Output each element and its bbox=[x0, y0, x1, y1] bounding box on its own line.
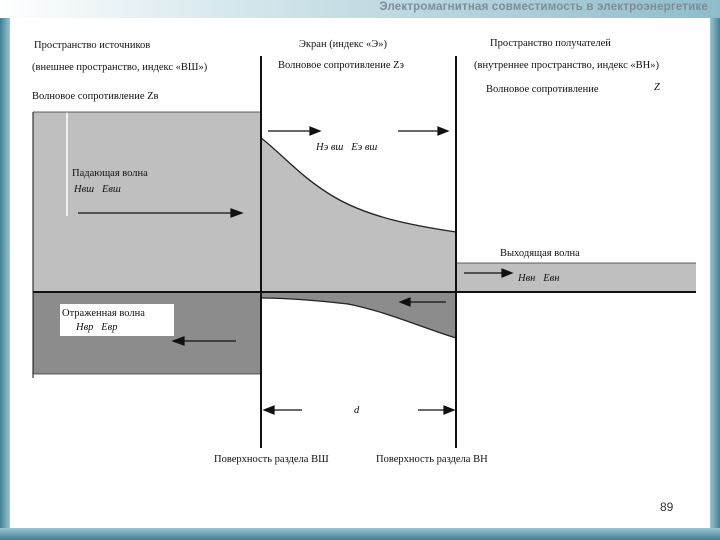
thickness-label: d bbox=[354, 405, 360, 416]
outgoing-wave-region bbox=[456, 263, 696, 292]
zone-title: Экран (индекс «Э») bbox=[299, 39, 387, 50]
zone-impedance: Волновое сопротивление Zэ bbox=[278, 60, 405, 71]
incident-title: Падающая волна bbox=[72, 168, 148, 179]
sources-title: Пространство источников bbox=[34, 40, 151, 51]
screen-fields-label: Hэ вш Eэ вш bbox=[316, 142, 378, 153]
sources-impedance: Волновое сопротивление Zв bbox=[32, 91, 159, 102]
outgoing-title: Выходящая волна bbox=[500, 248, 580, 259]
thickness-arrow-right bbox=[418, 406, 454, 414]
page-number: 89 bbox=[660, 500, 674, 514]
reflected-fields: Hвр Eвр bbox=[76, 322, 118, 333]
thickness-arrow-left bbox=[264, 406, 302, 414]
reflected-title: Отраженная волна bbox=[62, 308, 145, 319]
header-bar bbox=[0, 0, 720, 18]
incident-fields: Hвш Eвш bbox=[74, 184, 121, 195]
receivers-z: Z bbox=[654, 82, 660, 93]
slide-frame-bottom bbox=[0, 528, 720, 540]
surface-vsh-label: Поверхность раздела ВШ bbox=[214, 454, 329, 465]
screen-forward-arrow-right bbox=[398, 127, 448, 135]
receivers-subtitle: (внутреннее пространство, индекс «ВН») bbox=[474, 60, 660, 71]
screen-forward-arrow-left bbox=[268, 127, 320, 135]
receivers-impedance: Волновое сопротивление bbox=[486, 84, 599, 95]
surface-vn-label: Поверхность раздела ВН bbox=[376, 454, 488, 465]
screen-forward-wave-area bbox=[261, 112, 456, 292]
slide-frame-right bbox=[710, 0, 720, 540]
diagram-panel bbox=[18, 28, 696, 466]
receivers-title: Пространство получателей bbox=[490, 38, 611, 49]
slide-header-title: Электромагнитная совместимость в электроэнергетике bbox=[379, 1, 708, 13]
sources-subtitle: (внешнее пространство, индекс «ВШ») bbox=[32, 62, 208, 73]
outgoing-fields: Hвн Eвн bbox=[518, 273, 560, 284]
wave-diagram bbox=[18, 28, 696, 466]
slide-frame-left bbox=[0, 0, 10, 540]
